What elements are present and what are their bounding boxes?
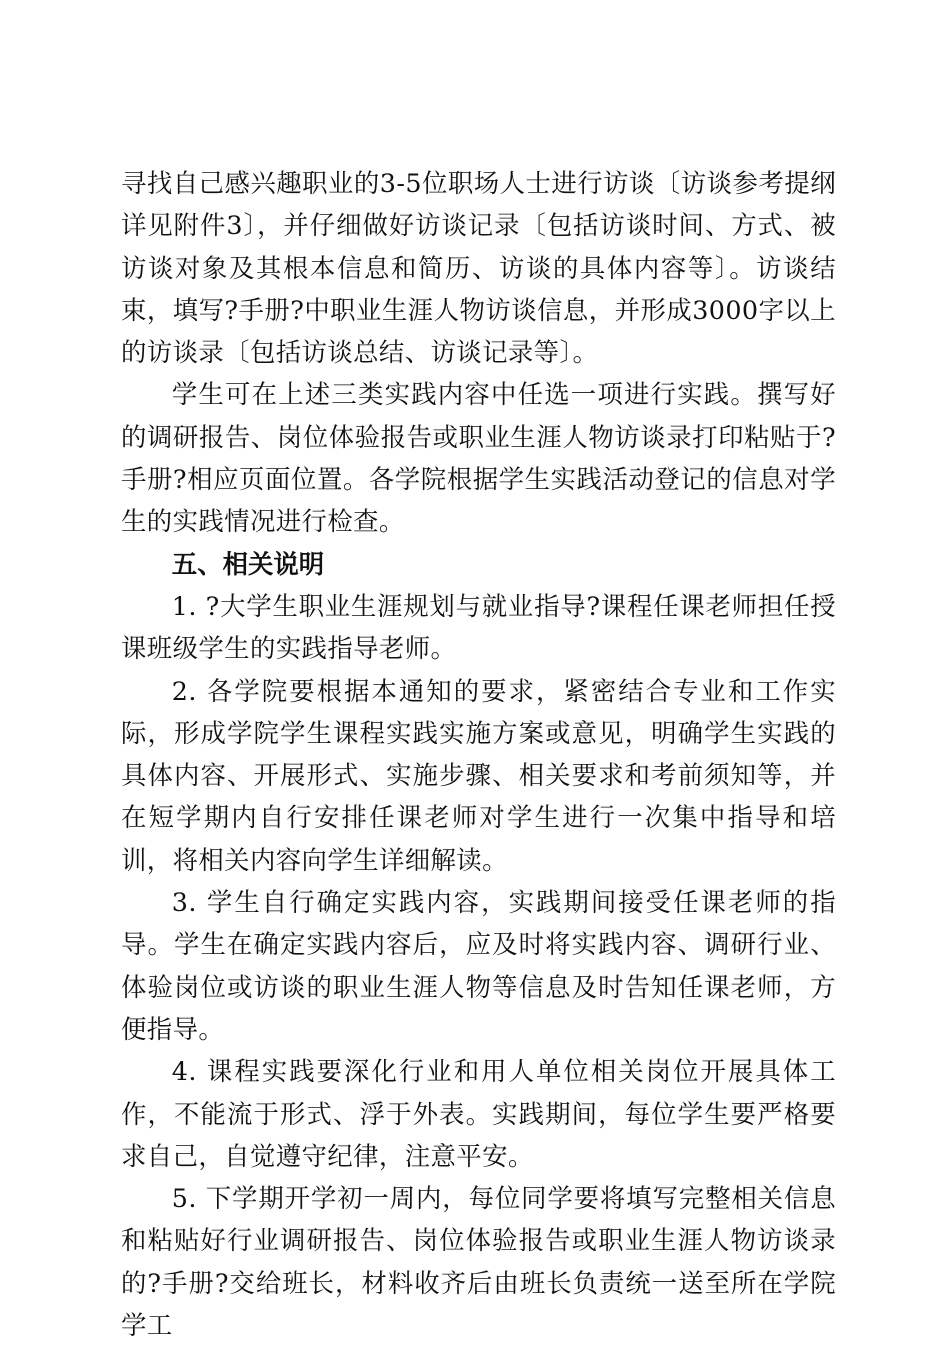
list-item-3: 3. 学生自行确定实践内容，实践期间接受任课老师的指导。学生在确定实践内容后，应及时将实践内容、调研行业、体验岗位或访谈的职业生涯人物等信息及时告知任课老师，方便指导。 bbox=[121, 887, 836, 1044]
list-item-2: 2. 各学院要根据本通知的要求，紧密结合专业和工作实际，形成学院学生课程实践实施方案或意见，明确学生实践的具体内容、开展形式、实施步骤、相关要求和考前须知等，并在短学期内自行安排任课老师对学生进行一次集中指导和培训，将相关内容向学生详细解读。 bbox=[121, 675, 836, 875]
list-item-1: 1. ?大学生职业生涯规划与就业指导?课程任课老师担任授课班级学生的实践指导老师。 bbox=[121, 590, 836, 664]
paragraph-practice-selection: 学生可在上述三类实践内容中任选一项进行实践。撰写好的调研报告、岗位体验报告或职业生涯人物访谈录打印粘贴于?手册?相应页面位置。各学院根据学生实践活动登记的信息对学生的实践情况进行检查。 bbox=[121, 379, 836, 537]
paragraph-interview-continued: 寻找自己感兴趣职业的3-5位职场人士进行访谈〔访谈参考提纲详见附件3〕，并仔细做好访谈记录〔包括访谈时间、方式、被访谈对象及其根本信息和简历、访谈的具体内容等〕。访谈结束，填写?手册?中职业生涯人物访谈信息，并形成3000字以上的访谈录〔包括访谈总结、访谈记录等〕。 bbox=[121, 168, 836, 368]
document-body bbox=[121, 162, 836, 1346]
section-heading: 五、相关说明 bbox=[171, 548, 325, 579]
list-item-5: 5. 下学期开学初一周内，每位同学要将填写完整相关信息和粘贴好行业调研报告、岗位体验报告或职业生涯人物访谈录的?手册?交给班长，材料收齐后由班长负责统一送至所在学院学工 bbox=[121, 1183, 836, 1341]
list-item-4: 4. 课程实践要深化行业和用人单位相关岗位开展具体工作，不能流于形式、浮于外表。实践期间，每位学生要严格要求自己，自觉遵守纪律，注意平安。 bbox=[121, 1056, 836, 1171]
